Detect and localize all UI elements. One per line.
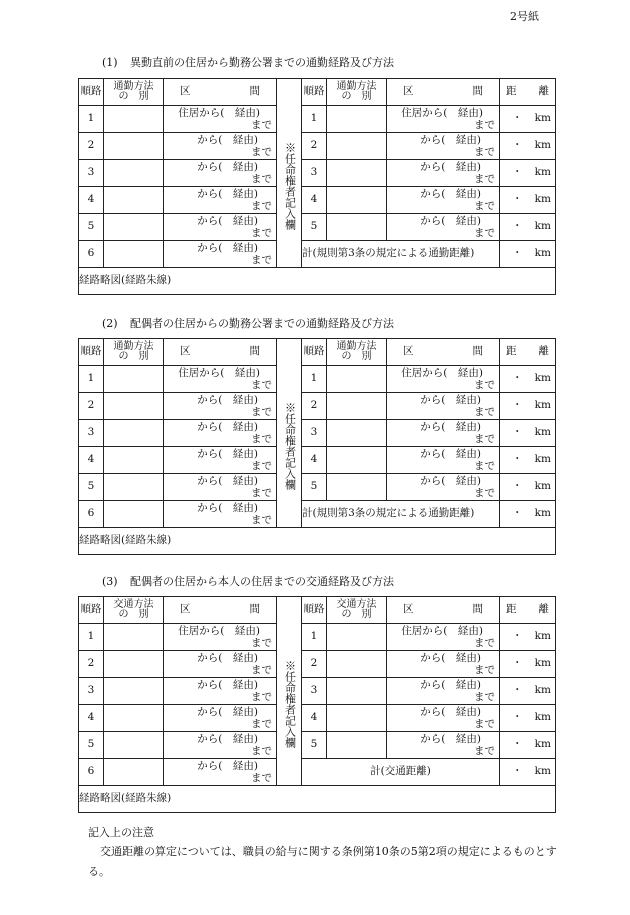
row-number: 3 — [79, 678, 104, 705]
method-header: 交通方法 の 別 — [336, 598, 377, 620]
method-cell[interactable] — [327, 678, 387, 705]
method-cell[interactable] — [327, 420, 387, 447]
kukan-cell[interactable]: から( 経由) まで — [164, 214, 277, 241]
row-number: 4 — [302, 187, 327, 214]
kukan-cell[interactable]: から( 経由) まで — [164, 732, 277, 759]
kukan-cell[interactable]: 住居から( 経由) まで — [387, 366, 500, 393]
order-header: 順路 — [79, 597, 104, 624]
distance-cell[interactable]: ・ km — [500, 420, 556, 447]
row-number: 4 — [79, 447, 104, 474]
kukan-header: 区 間 — [180, 345, 260, 358]
method-cell[interactable] — [104, 447, 164, 474]
method-cell[interactable] — [327, 705, 387, 732]
section-title — [102, 54, 394, 70]
kukan-cell[interactable]: 住居から( 経由) まで — [164, 106, 277, 133]
method-cell[interactable] — [104, 241, 164, 268]
row-number: 1 — [302, 366, 327, 393]
notes-body: 交通距離の算定については、職員の給与に関する条例第10条の5第2項の規定によるものとする。 — [88, 845, 557, 878]
kukan-cell[interactable]: から( 経由) まで — [164, 678, 277, 705]
kukan-header: 区 間 — [403, 603, 483, 616]
row-number: 2 — [79, 651, 104, 678]
kukan-cell[interactable]: から( 経由) まで — [164, 447, 277, 474]
row-number: 1 — [79, 106, 104, 133]
kukan-cell[interactable]: から( 経由) まで — [387, 393, 500, 420]
section-title-text: 配偶者の住居から本人の住居までの交通経路及び方法 — [130, 575, 394, 588]
row-number: 1 — [79, 624, 104, 651]
kukan-header: 区 間 — [180, 603, 260, 616]
row-number: 1 — [302, 624, 327, 651]
table-row — [79, 651, 556, 678]
distance-header: 距 離 — [506, 85, 549, 98]
distance-cell[interactable]: ・ km — [500, 474, 556, 501]
row-number: 1 — [302, 106, 327, 133]
method-cell[interactable] — [327, 187, 387, 214]
method-cell[interactable] — [104, 366, 164, 393]
table-row — [79, 241, 556, 268]
kukan-cell[interactable]: から( 経由) まで — [387, 474, 500, 501]
appointer-header-blank — [277, 339, 302, 366]
distance-cell[interactable]: ・ km — [500, 241, 556, 268]
table-row — [79, 705, 556, 732]
row-number: 3 — [79, 160, 104, 187]
route-table — [78, 596, 556, 813]
appointer-column: ※任命権者記入欄 — [277, 106, 302, 268]
kukan-cell[interactable]: から( 経由) まで — [164, 241, 277, 268]
method-cell[interactable] — [327, 447, 387, 474]
row-number: 2 — [79, 393, 104, 420]
table-row — [79, 624, 556, 651]
distance-header: 距 離 — [506, 603, 549, 616]
kukan-cell[interactable]: 住居から( 経由) まで — [164, 366, 277, 393]
kukan-cell[interactable]: から( 経由) まで — [164, 160, 277, 187]
row-number: 4 — [302, 705, 327, 732]
row-number: 6 — [79, 241, 104, 268]
method-cell[interactable] — [104, 393, 164, 420]
method-cell[interactable] — [327, 366, 387, 393]
method-cell[interactable] — [327, 474, 387, 501]
appointer-column: ※任命権者記入欄 — [277, 624, 302, 786]
order-header: 順路 — [302, 79, 327, 106]
kukan-cell[interactable]: から( 経由) まで — [164, 187, 277, 214]
table-row — [79, 214, 556, 241]
appointer-header-blank — [277, 597, 302, 624]
distance-cell[interactable]: ・ km — [500, 678, 556, 705]
method-cell[interactable] — [104, 214, 164, 241]
method-cell[interactable] — [327, 160, 387, 187]
row-number: 4 — [302, 447, 327, 474]
kukan-cell[interactable]: から( 経由) まで — [164, 474, 277, 501]
route-map-area[interactable] — [79, 528, 556, 555]
order-header: 順路 — [79, 339, 104, 366]
method-cell[interactable] — [104, 420, 164, 447]
distance-cell[interactable]: ・ km — [500, 732, 556, 759]
kukan-cell[interactable]: から( 経由) まで — [164, 420, 277, 447]
route-map-area[interactable] — [79, 268, 556, 295]
distance-cell[interactable]: ・ km — [500, 106, 556, 133]
kukan-cell[interactable]: から( 経由) まで — [387, 214, 500, 241]
kukan-cell[interactable]: から( 経由) まで — [164, 705, 277, 732]
route-map-label: 経路略図(経路朱線) — [79, 274, 172, 287]
row-number: 5 — [79, 732, 104, 759]
distance-cell[interactable]: ・ km — [500, 187, 556, 214]
kukan-cell[interactable]: 住居から( 経由) まで — [387, 106, 500, 133]
distance-cell[interactable]: ・ km — [500, 705, 556, 732]
row-number: 5 — [79, 474, 104, 501]
method-cell[interactable] — [104, 160, 164, 187]
kukan-cell[interactable]: から( 経由) まで — [387, 651, 500, 678]
distance-cell[interactable]: ・ km — [500, 160, 556, 187]
table-row — [79, 501, 556, 528]
method-cell[interactable] — [104, 474, 164, 501]
route-map-label: 経路略図(経路朱線) — [79, 534, 172, 547]
distance-cell[interactable]: ・ km — [500, 651, 556, 678]
appointer-column: ※任命権者記入欄 — [277, 366, 302, 528]
order-header: 順路 — [302, 597, 327, 624]
section-title — [102, 315, 394, 331]
method-header: 通勤方法 の 別 — [336, 80, 377, 102]
method-cell[interactable] — [327, 106, 387, 133]
table-row — [79, 160, 556, 187]
method-cell[interactable] — [327, 732, 387, 759]
table-row — [79, 187, 556, 214]
distance-header: 距 離 — [506, 345, 549, 358]
method-header: 通勤方法 の 別 — [336, 340, 377, 362]
table-row — [79, 106, 556, 133]
method-header: 交通方法 の 別 — [113, 598, 154, 620]
order-header: 順路 — [302, 339, 327, 366]
route-map-label: 経路略図(経路朱線) — [79, 792, 172, 805]
kukan-cell[interactable]: から( 経由) まで — [387, 678, 500, 705]
distance-cell[interactable]: ・ km — [500, 501, 556, 528]
method-cell[interactable] — [327, 133, 387, 160]
notes-title: 記入上の注意 — [88, 826, 154, 839]
notes-block — [88, 823, 558, 881]
table-row — [79, 393, 556, 420]
kukan-cell[interactable]: から( 経由) まで — [387, 705, 500, 732]
method-cell[interactable] — [104, 106, 164, 133]
kukan-cell[interactable]: 住居から( 経由) まで — [164, 624, 277, 651]
method-cell[interactable] — [104, 187, 164, 214]
kukan-cell[interactable]: から( 経由) まで — [387, 160, 500, 187]
row-number: 2 — [302, 393, 327, 420]
section-title — [102, 573, 394, 589]
kukan-cell[interactable]: から( 経由) まで — [387, 133, 500, 160]
row-number: 3 — [302, 420, 327, 447]
method-header: 通勤方法 の 別 — [113, 340, 154, 362]
method-header: 通勤方法 の 別 — [113, 80, 154, 102]
distance-cell[interactable]: ・ km — [500, 393, 556, 420]
row-number: 4 — [79, 187, 104, 214]
row-number: 3 — [302, 678, 327, 705]
total-label: 計(交通距離) — [302, 759, 500, 786]
kukan-cell[interactable]: から( 経由) まで — [387, 447, 500, 474]
section-number: (3) — [102, 575, 118, 588]
distance-cell[interactable]: ・ km — [500, 447, 556, 474]
section-title-text: 異動直前の住居から勤務公署までの通勤経路及び方法 — [130, 56, 394, 69]
kukan-header: 区 間 — [403, 85, 483, 98]
method-cell[interactable] — [104, 705, 164, 732]
row-number: 3 — [302, 160, 327, 187]
row-number: 6 — [79, 759, 104, 786]
method-cell[interactable] — [104, 732, 164, 759]
distance-cell[interactable]: ・ km — [500, 366, 556, 393]
row-number: 1 — [79, 366, 104, 393]
method-cell[interactable] — [104, 678, 164, 705]
method-cell[interactable] — [104, 624, 164, 651]
kukan-cell[interactable]: から( 経由) まで — [387, 187, 500, 214]
table-row — [79, 732, 556, 759]
kukan-cell[interactable]: から( 経由) まで — [164, 501, 277, 528]
row-number: 5 — [302, 214, 327, 241]
appointer-header-blank — [277, 79, 302, 106]
method-cell[interactable] — [104, 759, 164, 786]
route-table — [78, 78, 556, 295]
distance-cell[interactable]: ・ km — [500, 759, 556, 786]
kukan-header: 区 間 — [403, 345, 483, 358]
distance-cell[interactable]: ・ km — [500, 624, 556, 651]
total-label: 計(規則第3条の規定による通勤距離) — [302, 501, 500, 528]
section-number: (2) — [102, 317, 118, 330]
table-row — [79, 678, 556, 705]
row-number: 2 — [79, 133, 104, 160]
form-number: 2号紙 — [510, 10, 539, 23]
kukan-cell[interactable]: から( 経由) まで — [164, 651, 277, 678]
row-number: 2 — [302, 651, 327, 678]
kukan-cell[interactable]: から( 経由) まで — [164, 393, 277, 420]
row-number: 5 — [302, 732, 327, 759]
total-label: 計(規則第3条の規定による通勤距離) — [302, 241, 500, 268]
kukan-header: 区 間 — [180, 85, 260, 98]
section-title-text: 配偶者の住居からの勤務公署までの通勤経路及び方法 — [130, 317, 394, 330]
kukan-cell[interactable]: 住居から( 経由) まで — [387, 624, 500, 651]
method-cell[interactable] — [327, 393, 387, 420]
row-number: 4 — [79, 705, 104, 732]
table-row — [79, 474, 556, 501]
method-cell[interactable] — [104, 133, 164, 160]
row-number: 5 — [79, 214, 104, 241]
table-row — [79, 447, 556, 474]
kukan-cell[interactable]: から( 経由) まで — [387, 420, 500, 447]
kukan-cell[interactable]: から( 経由) まで — [164, 133, 277, 160]
row-number: 5 — [302, 474, 327, 501]
section-number: (1) — [102, 56, 118, 69]
method-cell[interactable] — [327, 214, 387, 241]
method-cell[interactable] — [327, 651, 387, 678]
table-row — [79, 759, 556, 786]
kukan-cell[interactable]: から( 経由) まで — [387, 732, 500, 759]
method-cell[interactable] — [104, 651, 164, 678]
distance-cell[interactable]: ・ km — [500, 214, 556, 241]
route-map-area[interactable] — [79, 786, 556, 813]
distance-cell[interactable]: ・ km — [500, 133, 556, 160]
order-header: 順路 — [79, 79, 104, 106]
row-number: 6 — [79, 501, 104, 528]
method-cell[interactable] — [327, 624, 387, 651]
kukan-cell[interactable]: から( 経由) まで — [164, 759, 277, 786]
table-row — [79, 133, 556, 160]
method-cell[interactable] — [104, 501, 164, 528]
row-number: 3 — [79, 420, 104, 447]
row-number: 2 — [302, 133, 327, 160]
table-row — [79, 366, 556, 393]
route-table — [78, 338, 556, 555]
table-row — [79, 420, 556, 447]
